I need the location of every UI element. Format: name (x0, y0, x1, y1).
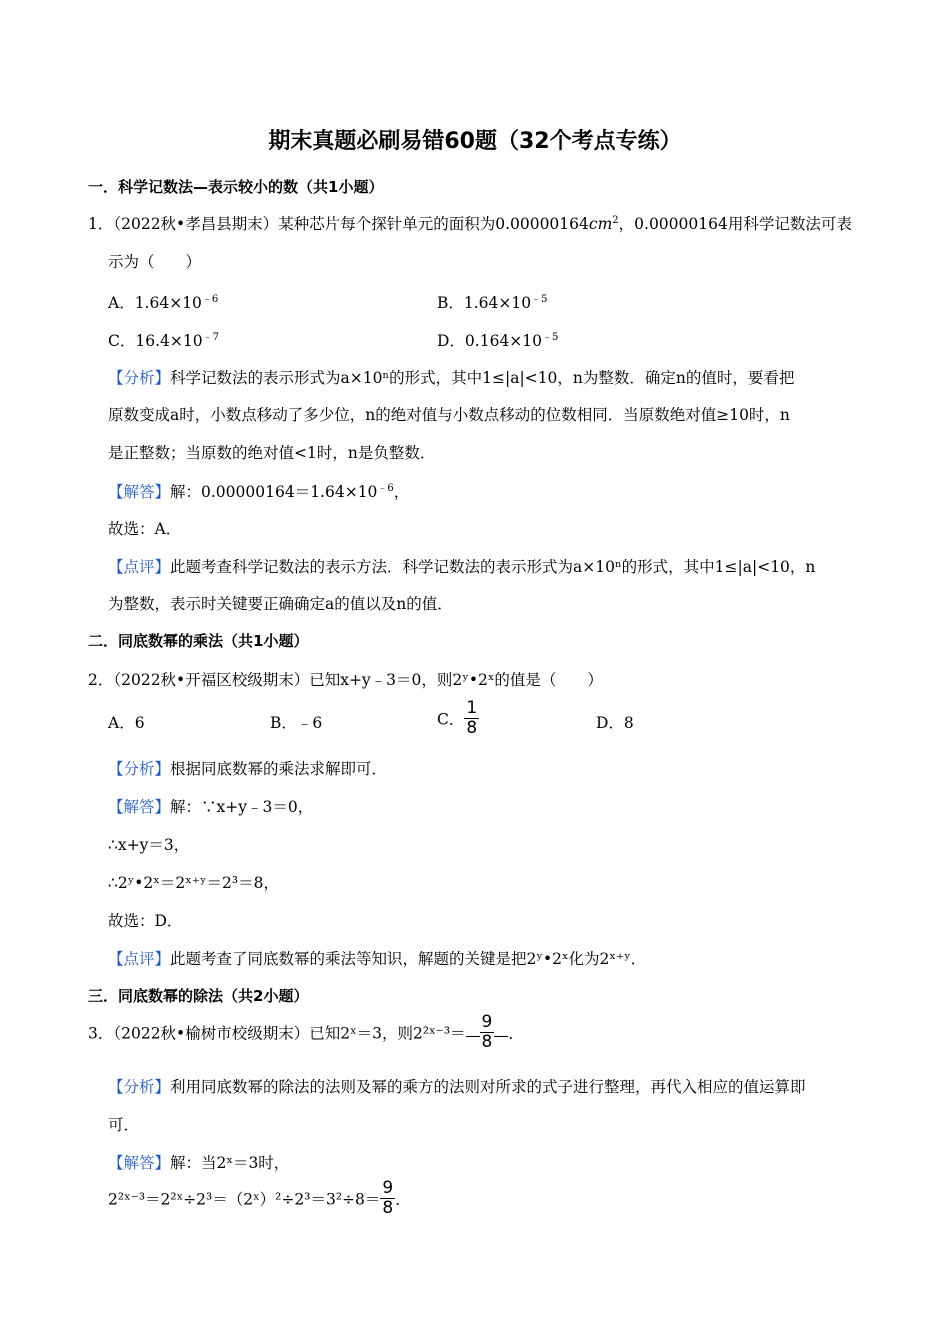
q2-answer-text1: 解：∵x+y﹣3＝0， (170, 798, 314, 816)
q2-stem: 2．（2022秋•开福区校级期末）已知x+y﹣3＝0，则2ʸ•2ˣ的值是（ ） (88, 671, 603, 689)
q1-option-c (108, 328, 219, 351)
q3-answer-num: 9 (481, 1012, 493, 1032)
q3-answer-line1 (108, 1151, 289, 1173)
q1-analysis-line2: 原数变成a时，小数点移动了多少位，n的绝对值与小数点移动的位数相同．当原数绝对值≥10时，n (108, 406, 790, 424)
q2-comment-text: 此题考查了同底数幂的乘法等知识，解题的关键是把2ʸ•2ˣ化为2ˣ⁺ʸ． (170, 950, 647, 968)
q1-comment-text1: 此题考查科学记数法的表示方法．科学记数法的表示形式为a×10ⁿ的形式，其中1≤|a|<10，n (170, 558, 816, 576)
q3-analysis-tag: 【分析】 (108, 1078, 171, 1096)
q2-answer-line1 (108, 795, 313, 817)
q1-unit-exp: 2 (612, 214, 619, 226)
q1-stem-a: 1．（2022秋•孝昌县期末）某种芯片每个探针单元的面积为0.00000164 (88, 215, 589, 233)
q1-option-d-text: D．0.164×10 (437, 332, 543, 351)
q1-analysis-tag: 【分析】 (108, 369, 171, 387)
q3-answer-line2-end: ． (395, 1190, 411, 1209)
q3-answer-fraction (480, 1014, 495, 1051)
q2-answer-tag: 【解答】 (108, 798, 171, 816)
q3-answer-text2: 2²ˣ⁻³＝2²ˣ÷2³＝（2ˣ）²÷2³＝3²÷8＝ (108, 1190, 381, 1209)
section-heading-3: 三．同底数幂的除法（共2小题） (88, 987, 309, 1005)
q1-option-a-text: A．1.64×10 (108, 294, 202, 313)
q1-option-a-exp: ﹣6 (201, 294, 219, 305)
q2-option-c-label: C． (437, 710, 465, 729)
q3-answer-tag: 【解答】 (108, 1154, 171, 1172)
q1-option-d-exp: ﹣5 (542, 332, 559, 343)
q2-answer-line2: ∴x+y＝3， (108, 836, 190, 854)
q1-answer-line1 (108, 479, 409, 502)
q1-comment-tag: 【点评】 (108, 558, 171, 576)
q1-stem-b: ，0.00000164用科学记数法可表 (618, 215, 852, 233)
q3-analysis-line1 (108, 1075, 806, 1097)
q3-answer-den: 8 (481, 1032, 493, 1052)
q2-comment-tag: 【点评】 (108, 950, 171, 968)
q2-option-a: A．6 (108, 714, 145, 732)
q2-option-c-num: 1 (466, 698, 478, 718)
q1-stem-line2: 示为（ ） (108, 253, 202, 271)
q1-analysis-line1 (108, 366, 794, 388)
q1-analysis-line3: 是正整数；当原数的绝对值<1时，n是负整数． (108, 444, 436, 462)
q3-stem-text: 3．（2022秋•榆树市校级期末）已知2ˣ＝3，则2²ˣ⁻³＝ (88, 1024, 466, 1043)
q1-option-c-exp: ﹣7 (202, 332, 219, 343)
section-heading-1: 一．科学记数法—表示较小的数（共1小题） (88, 178, 384, 196)
q1-option-c-text: C．16.4×10 (108, 332, 203, 351)
q2-option-c-fraction (464, 700, 479, 737)
page-title: 期末真题必刷易错60题（32个考点专练） (268, 129, 682, 154)
q3-answer-line2-fraction (380, 1180, 395, 1217)
q2-analysis-tag: 【分析】 (108, 760, 171, 778)
q1-answer-end: ， (393, 483, 410, 502)
q1-answer-exp: ﹣6 (377, 483, 394, 494)
q1-answer-tag: 【解答】 (108, 483, 171, 502)
q2-analysis (108, 757, 387, 779)
q1-comment-line1 (108, 555, 815, 577)
q1-option-b (437, 290, 548, 313)
q2-option-c-den: 8 (466, 718, 478, 738)
q1-option-b-text: B．1.64×10 (437, 294, 532, 313)
q1-stem-line1 (88, 212, 852, 234)
q3-analysis-text1: 利用同底数幂的除法的法则及幂的乘方的法则对所求的式子进行整理，再代入相应的值运算即 (170, 1078, 806, 1096)
q1-answer-text1: 解：0.00000164＝1.64×10 (170, 483, 378, 502)
q2-comment (108, 947, 646, 969)
q3-answer-text1: 解：当2ˣ＝3时， (170, 1154, 290, 1172)
q2-option-d: D．8 (596, 714, 634, 732)
q1-option-b-exp: ﹣5 (531, 294, 548, 305)
q3-answer-line2 (108, 1180, 411, 1217)
q3-stem (88, 1014, 524, 1051)
q2-analysis-text: 根据同底数幂的乘法求解即可． (170, 760, 388, 778)
q1-option-a (108, 290, 218, 313)
q3-answer-line2-num: 9 (382, 1178, 394, 1198)
q1-answer-line2: 故选：A． (108, 520, 182, 538)
q3-stem-end: ． (508, 1024, 524, 1043)
q2-answer-line4: 故选：D． (108, 912, 183, 930)
section-heading-2: 二．同底数幂的乘法（共1小题） (88, 632, 309, 650)
q2-option-c (437, 700, 479, 737)
q1-comment-line2: 为整数，表示时关键要正确确定a的值以及n的值． (108, 595, 453, 613)
q2-answer-line3: ∴2ʸ•2ˣ＝2ˣ⁺ʸ＝2³＝8， (108, 874, 279, 892)
q2-option-b: B．﹣6 (270, 714, 323, 732)
q1-option-d (437, 328, 558, 351)
q3-analysis-line2: 可． (108, 1116, 140, 1134)
q3-answer-line2-den: 8 (382, 1198, 394, 1218)
q1-unit: cm (588, 215, 613, 233)
q1-analysis-text1: 科学记数法的表示形式为a×10ⁿ的形式，其中1≤|a|<10，n为整数．确定n的值时，要看把 (170, 369, 795, 387)
